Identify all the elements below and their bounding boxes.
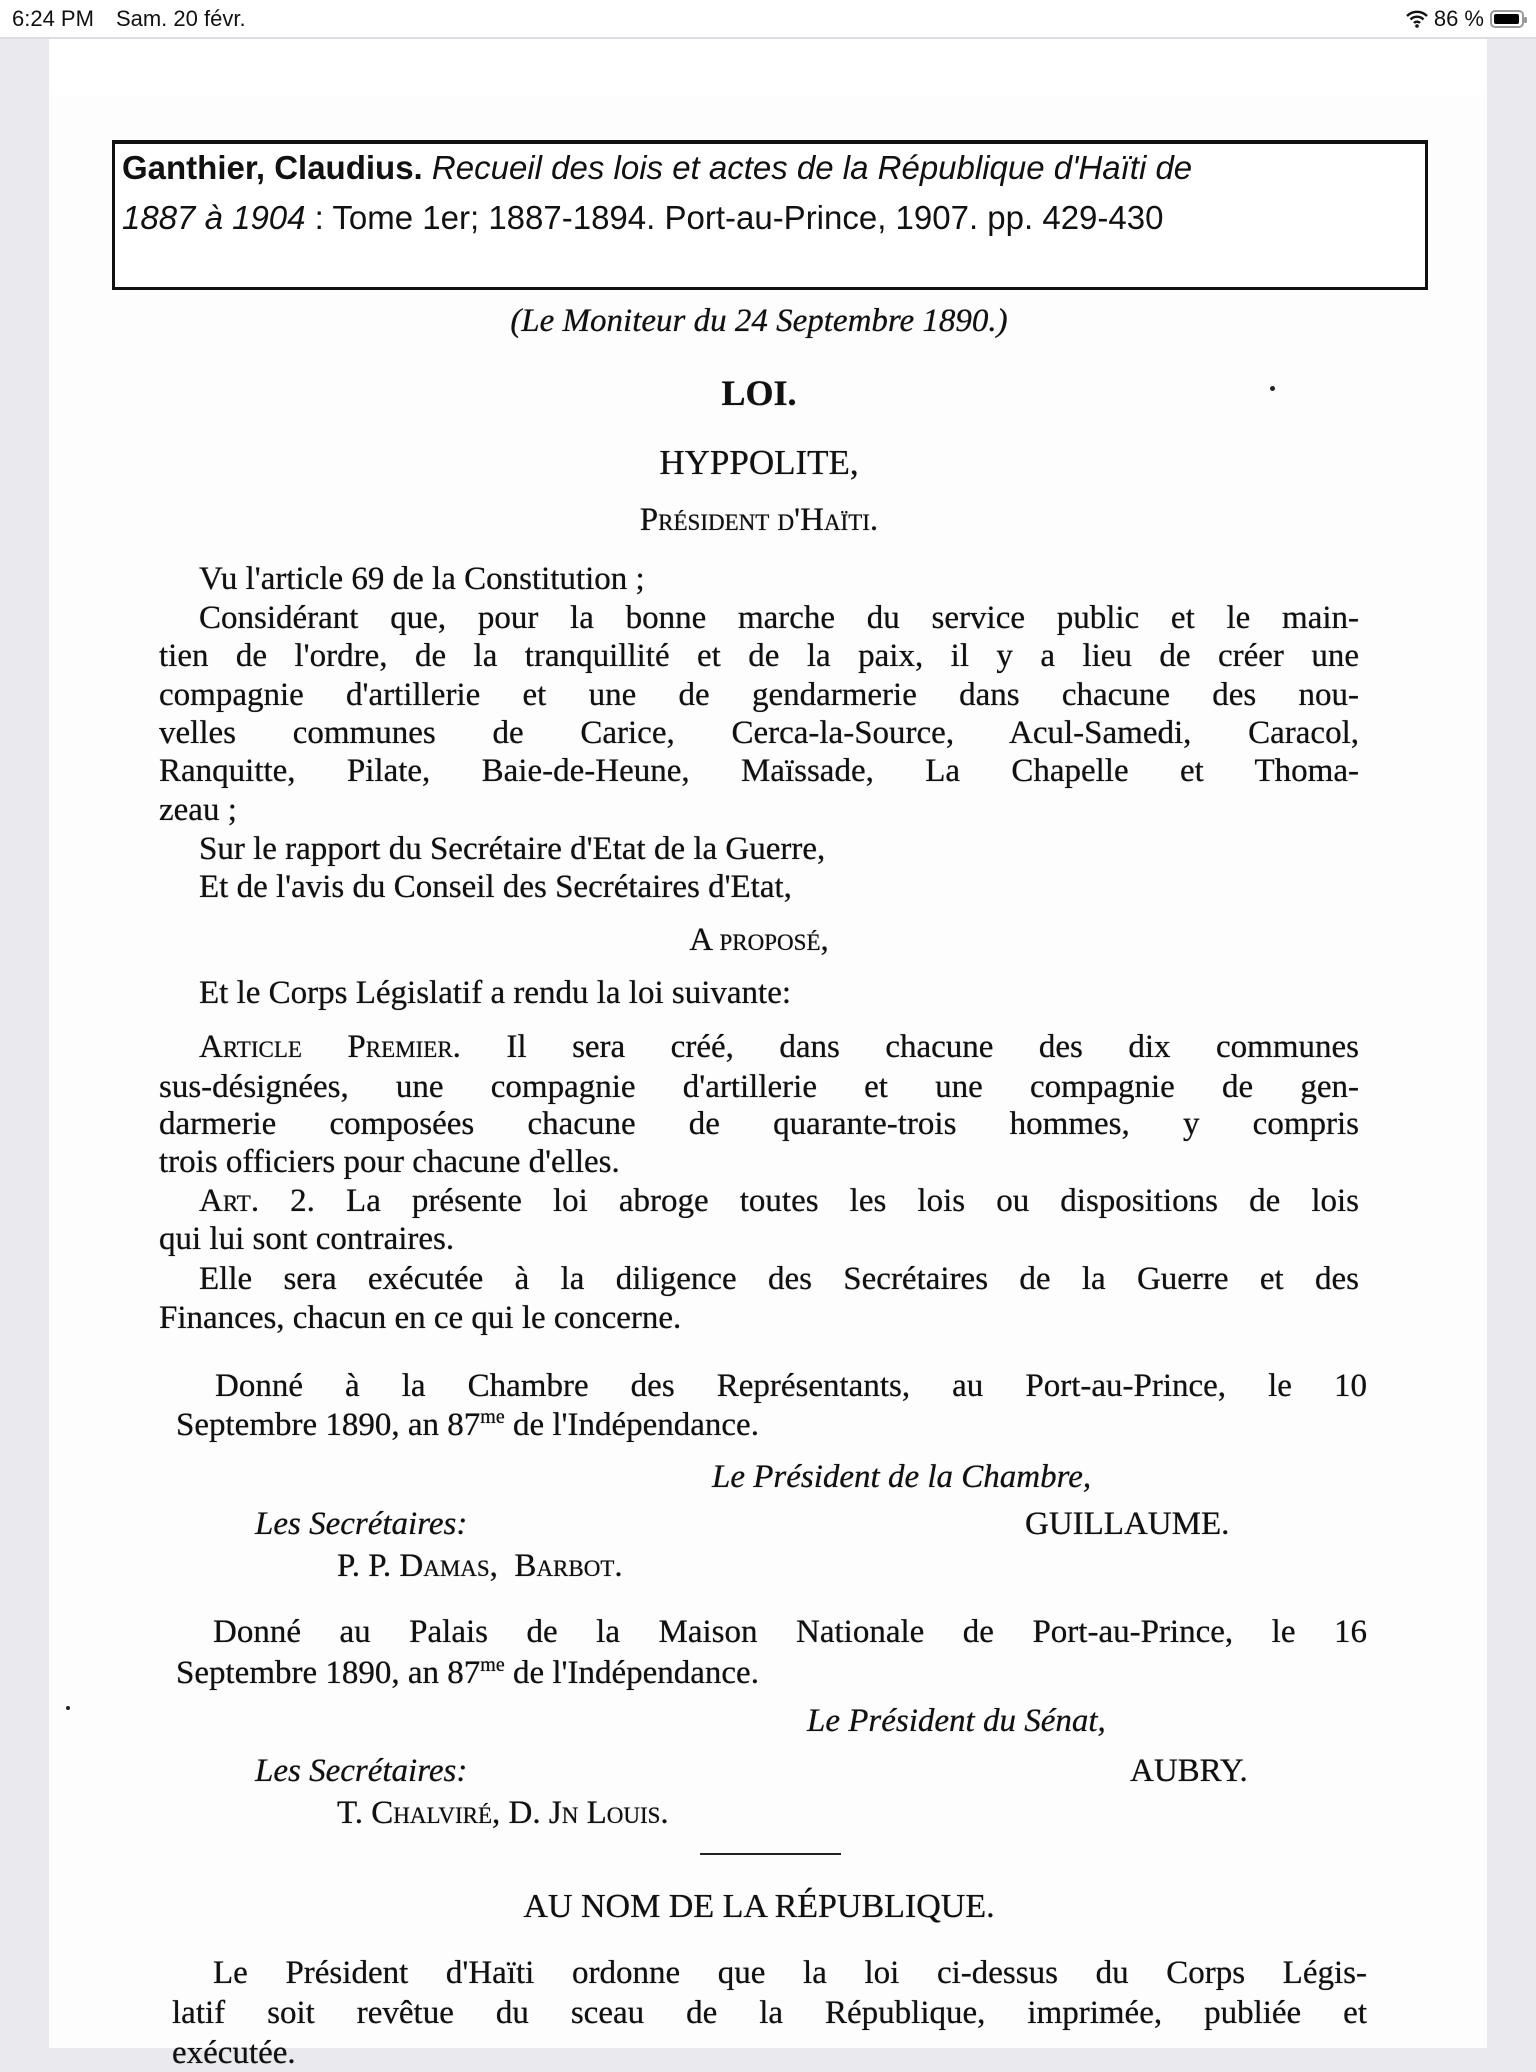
senat-president-title: Le Président du Sénat, xyxy=(807,1703,1106,1739)
scan-speck xyxy=(66,1706,70,1710)
ordinal-suffix: me xyxy=(480,1406,505,1428)
president-name: HYPPOLITE, xyxy=(659,443,859,482)
article-1-line xyxy=(199,1028,1359,1066)
ordinal-suffix: me xyxy=(480,1654,505,1676)
text-line: Vu l'article 69 de la Constitution ; xyxy=(199,561,645,597)
text-line: Finances, chacun en ce qui le concerne. xyxy=(159,1300,682,1336)
text-line: Sur le rapport du Secrétaire d'Etat de la Guerre, xyxy=(199,831,826,867)
article-2-text: La présente loi abroge toutes les lois ou dispositions de lois xyxy=(346,1183,1359,1219)
text-line: Et de l'avis du Conseil des Secrétaires d'Etat, xyxy=(199,869,792,905)
a-propose: A proposé, xyxy=(689,922,829,958)
article-1-text: Il sera créé, dans chacune des dix communes xyxy=(506,1029,1360,1065)
text-line: latif soit revêtue du sceau de la République, imprimée, publiée et xyxy=(172,1995,1367,2031)
president-title: Président d'Haïti. xyxy=(639,502,879,538)
senat-president-name: AUBRY. xyxy=(1130,1753,1248,1789)
text-line: Elle sera exécutée à la diligence des Secrétaires de la Guerre et des xyxy=(199,1261,1359,1297)
text-line: Considérant que, pour la bonne marche du service public et le main- xyxy=(199,600,1359,636)
chambre-line-1: Donné à la Chambre des Représentants, au Port-au-Prince, le 10 xyxy=(215,1368,1367,1404)
text-line: sus-désignées, une compagnie d'artillerie et une compagnie de gen- xyxy=(159,1069,1359,1105)
source-line: (Le Moniteur du 24 Septembre 1890.) xyxy=(510,303,1008,339)
status-date: Sam. 20 févr. xyxy=(115,6,246,31)
text-line: darmerie composées chacune de quarante-trois hommes, y compris xyxy=(159,1106,1359,1142)
chambre-date: Septembre 1890, an 87 xyxy=(176,1407,481,1443)
citation-details: : Tome 1er; 1887-1894. Port-au-Prince, 1907. pp. 429-430 xyxy=(305,199,1164,236)
text-line: qui lui sont contraires. xyxy=(159,1221,455,1257)
text-line: trois officiers pour chacune d'elles. xyxy=(159,1144,620,1180)
article-2-line xyxy=(199,1182,1359,1220)
senat-independance: de l'Indépendance. xyxy=(504,1655,759,1691)
citation-title-1: Recueil des lois et actes de la République d'Haïti de xyxy=(431,149,1193,186)
chambre-independance: de l'Indépendance. xyxy=(504,1407,759,1443)
republique-heading: AU NOM DE LA RÉPUBLIQUE. xyxy=(523,1888,995,1925)
text-line: velles communes de Carice, Cerca-la-Source, Acul-Samedi, Caracol, xyxy=(159,715,1359,751)
text-line: Le Président d'Haïti ordonne que la loi ci-dessus du Corps Légis- xyxy=(213,1955,1367,1991)
text-line: exécutée. xyxy=(172,2035,296,2071)
chambre-secretaires-label: Les Secrétaires: xyxy=(255,1506,468,1542)
citation-title-2: 1887 à 1904 xyxy=(122,199,306,236)
corps-line: Et le Corps Législatif a rendu la loi suivante: xyxy=(199,975,792,1011)
senat-secretaires-names: T. Chalviré, D. Jn Louis. xyxy=(337,1795,669,1831)
chambre-secretaires-names: P. P. Damas, Barbot. xyxy=(337,1548,623,1584)
battery-percent: 86 % xyxy=(1433,6,1484,31)
section-divider xyxy=(700,1853,841,1855)
text-line: tien de l'ordre, de la tranquillité et de la paix, il y a lieu de créer une xyxy=(159,638,1359,674)
chambre-line-2 xyxy=(176,1406,759,1444)
text-line: Ranquitte, Pilate, Baie-de-Heune, Maïssade, La Chapelle et Thoma- xyxy=(159,753,1359,789)
chambre-president-name: GUILLAUME. xyxy=(1025,1506,1230,1542)
heading: LOI. xyxy=(721,373,797,413)
chambre-president-title: Le Président de la Chambre, xyxy=(712,1459,1092,1495)
senat-secretaires-label: Les Secrétaires: xyxy=(255,1753,468,1789)
wifi-icon xyxy=(1406,10,1428,28)
status-bar xyxy=(0,0,1536,39)
citation-author: Ganthier, Claudius. xyxy=(122,149,423,186)
battery-icon xyxy=(1490,10,1524,28)
senat-date: Septembre 1890, an 87 xyxy=(176,1655,481,1691)
scan-speck xyxy=(1270,386,1275,391)
senat-line-2 xyxy=(176,1654,759,1692)
citation-box xyxy=(112,140,1428,290)
text-line: zeau ; xyxy=(159,792,237,828)
article-2-label: Art. 2. xyxy=(199,1183,315,1219)
senat-line-1: Donné au Palais de la Maison Nationale de Port-au-Prince, le 16 xyxy=(213,1614,1367,1650)
page-top-margin xyxy=(49,39,1487,95)
status-time: 6:24 PM xyxy=(12,6,94,31)
text-line: compagnie d'artillerie et une de gendarmerie dans chacune des nou- xyxy=(159,677,1359,713)
article-1-label: Article Premier. xyxy=(199,1029,461,1065)
